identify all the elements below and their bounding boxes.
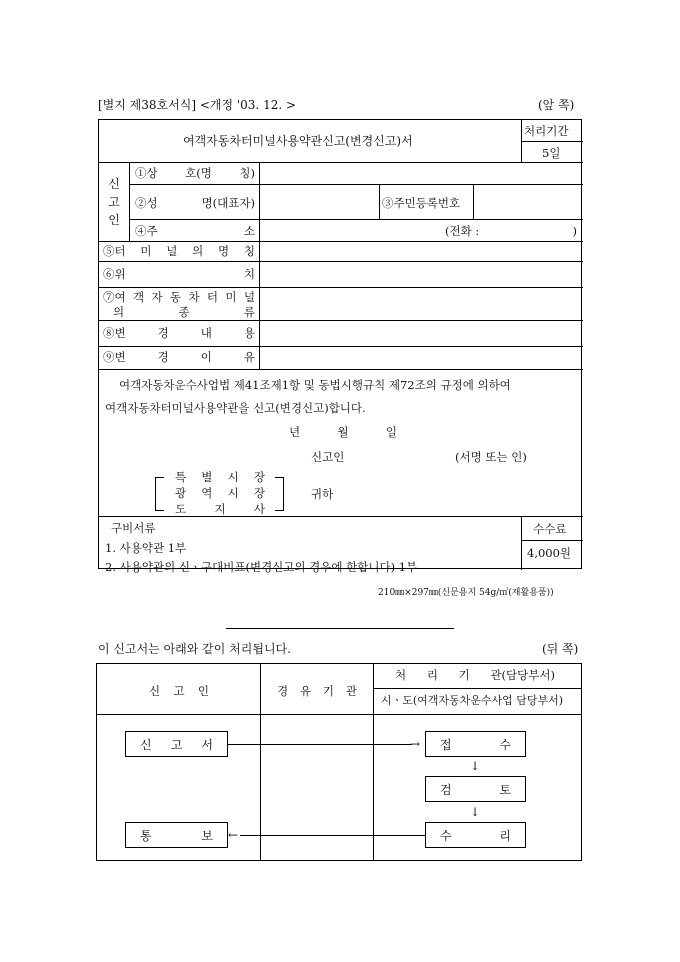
statement-line-2: 여객자동차터미널사용약관을 신고(변경신고)합니다.: [105, 401, 366, 415]
statement-line-1: 여객자동차운수사업법 제41조제1항 및 동법시행규칙 제72조의 규정에 의하여: [119, 378, 511, 392]
col-processing-agency: 처 리 기 관(담당부서): [395, 668, 555, 682]
down-arrow-icon: ↓: [470, 759, 481, 773]
report-form: [98, 119, 582, 574]
required-document-1: 1. 사용약관 1부: [105, 541, 187, 555]
terminal-type-label-line2: 의 종 류: [113, 305, 255, 319]
authority-governor: 도 지 사: [175, 502, 265, 516]
report-box: 신 고 서: [125, 731, 228, 757]
signature-note: (서명 또는 인): [455, 450, 527, 464]
form-number: [별지 제38호서식] <개정 '03. 12. >: [98, 98, 297, 112]
date-line: 년 월 일: [289, 425, 397, 439]
address-label: ④주 소: [135, 224, 255, 238]
resident-number-label: ③주민등록번호: [382, 196, 461, 210]
required-document-2: 2. 사용약관의 신ㆍ구대비표(변경신고의 경우에 한합니다) 1부: [105, 560, 418, 574]
col-reporter: 신 고 인: [149, 684, 209, 698]
notify-box: 통 보: [125, 822, 228, 848]
authority-metro-city: 광 역 시 장: [175, 486, 265, 500]
col-via-agency: 경 유 기 관: [277, 684, 357, 698]
change-content-label: ⑧변 경 내 용: [103, 326, 255, 340]
location-label: ⑥위 치: [103, 267, 255, 281]
fee-label: 수수료: [533, 522, 567, 536]
reporter-label: 신 고 인: [108, 177, 120, 227]
phone-field: (전화 : ): [445, 224, 577, 238]
col-processing-subtitle: 시ㆍ도(여객자동차운수사업 담당부서): [381, 694, 564, 707]
down-arrow-icon: ↓: [470, 805, 481, 819]
required-documents-title: 구비서류: [111, 521, 156, 535]
terminal-type-label-line1: ⑦여 객 자 동 차 터 미 널: [103, 290, 255, 304]
processing-period-value: 5일: [542, 146, 561, 160]
back-caption: 이 신고서는 아래와 같이 처리됩니다.: [98, 642, 291, 656]
receipt-box: 접 수: [425, 731, 526, 757]
arrow-to-receipt: [228, 744, 412, 745]
form-title: 여객자동차터미널사용약관신고(변경신고)서: [183, 134, 413, 148]
terminal-name-label: ⑤터 미 널 의 명 칭: [103, 244, 255, 258]
review-box: 검 토: [425, 776, 526, 802]
back-side-label: (뒤 쪽): [542, 642, 579, 656]
processing-period-label: 처리기간: [524, 124, 569, 138]
accept-box: 수 리: [425, 822, 526, 848]
change-reason-label: ⑨변 경 이 유: [103, 350, 255, 364]
authority-special-city: 특 별 시 장: [175, 470, 265, 484]
right-arrow-icon: →: [410, 737, 421, 751]
honorific: 귀하: [311, 487, 334, 501]
trade-name-label: ①상 호(명 칭): [135, 166, 255, 180]
name-label: ②성 명(대표자): [135, 196, 255, 210]
page-divider: [226, 628, 454, 629]
left-arrow-icon: ←: [228, 828, 239, 842]
fee-value: 4,000원: [527, 546, 572, 560]
reporter-sign-label: 신고인: [311, 450, 345, 464]
paper-spec: 210㎜×297㎜(신문용지 54g/㎡(재활용품)): [378, 588, 554, 598]
front-side-label: (앞 쪽): [538, 98, 575, 112]
arrow-to-notify: [240, 835, 425, 836]
